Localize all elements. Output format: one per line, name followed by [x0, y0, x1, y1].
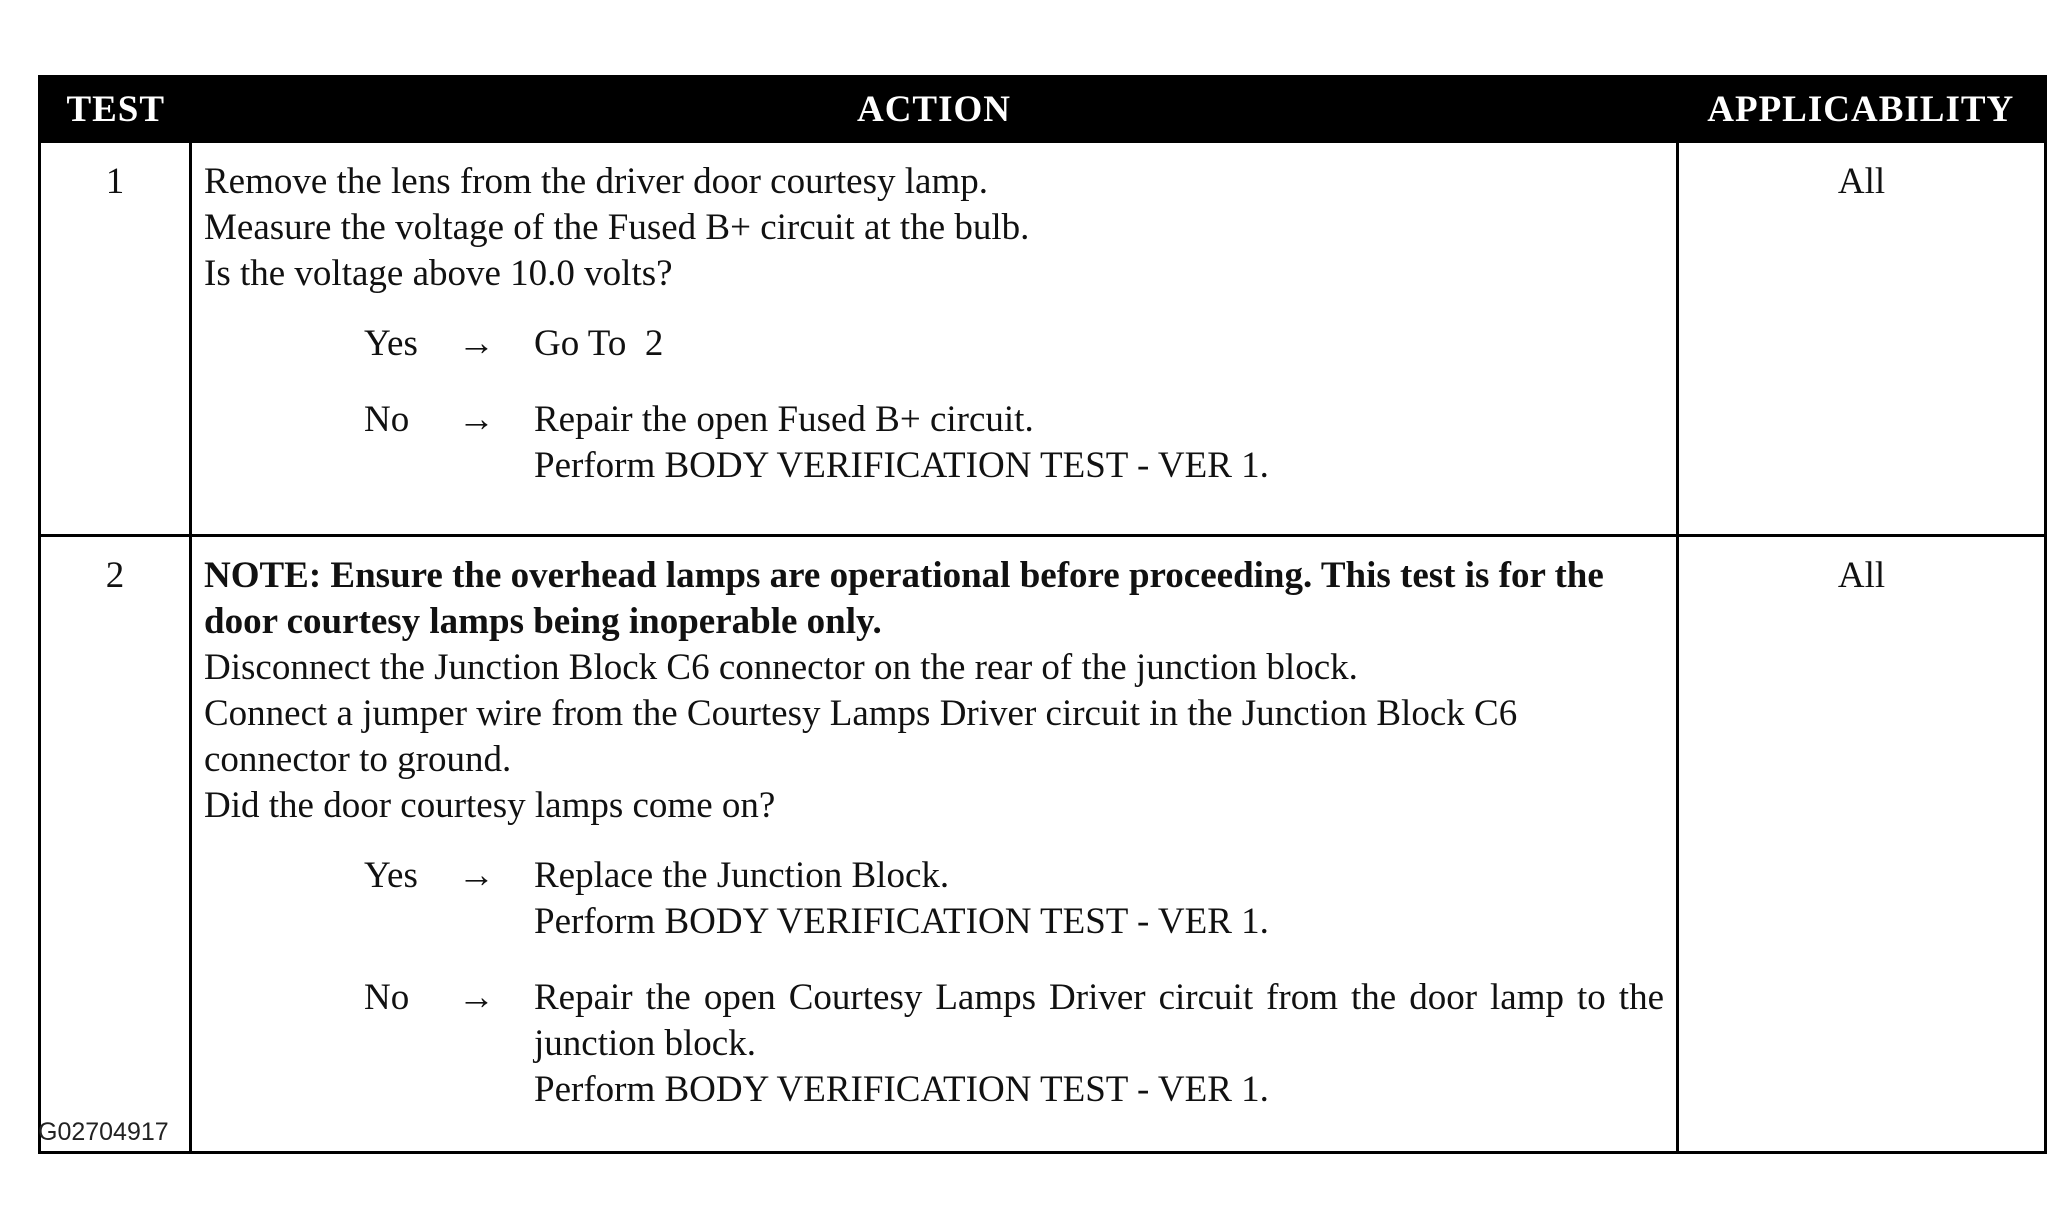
result-line: Repair the open Fused B+ circuit. [534, 399, 1034, 440]
action-cell [191, 142, 1678, 536]
outcome-result [534, 975, 1664, 1113]
arrow-icon: → [458, 399, 495, 440]
outcome-list [204, 853, 1664, 1113]
diagnostic-test-table [38, 75, 2047, 1154]
outcome-list [204, 321, 1664, 489]
answer-label: Yes [364, 323, 418, 364]
result-line: Perform BODY VERIFICATION TEST - VER 1. [534, 901, 1269, 942]
outcome-no [204, 975, 1664, 1113]
applicability-value: All [1678, 142, 2046, 536]
outcome-result [534, 853, 1664, 945]
answer-label: No [364, 399, 410, 440]
note-text: NOTE: Ensure the overhead lamps are operational before proceeding. This test is for the door courtesy lamps being inoperable only. [204, 555, 1604, 642]
answer-label: Yes [364, 855, 418, 896]
result-line: Go To 2 [534, 323, 664, 364]
step-text: Connect a jumper wire from the Courtesy Lamps Driver circuit in the Junction Block C6 connector to ground. [204, 693, 1518, 780]
step-text: Disconnect the Junction Block C6 connector on the rear of the junction block. [204, 647, 1358, 688]
table-row [40, 142, 2046, 536]
answer-label: No [364, 977, 410, 1018]
header-action: ACTION [191, 77, 1678, 142]
arrow-icon: → [458, 977, 495, 1018]
table-header [40, 77, 2046, 142]
table-row [40, 536, 2046, 1153]
arrow-icon: → [458, 855, 495, 896]
step-question: Is the voltage above 10.0 volts? [204, 253, 673, 294]
step-text: Measure the voltage of the Fused B+ circuit at the bulb. [204, 207, 1030, 248]
header-applicability: APPLICABILITY [1678, 77, 2046, 142]
applicability-value: All [1678, 536, 2046, 1153]
header-test: TEST [40, 77, 191, 142]
test-number: 2 [40, 536, 191, 1153]
outcome-yes [204, 321, 1664, 367]
step-text: Remove the lens from the driver door courtesy lamp. [204, 161, 988, 202]
outcome-no [204, 397, 1664, 489]
arrow-icon: → [458, 323, 495, 364]
outcome-result [534, 321, 1664, 367]
result-line: Perform BODY VERIFICATION TEST - VER 1. [534, 1069, 1269, 1110]
outcome-result [534, 397, 1664, 489]
result-line: Replace the Junction Block. [534, 855, 950, 896]
test-number: 1 [40, 142, 191, 536]
action-cell [191, 536, 1678, 1153]
result-line: Perform BODY VERIFICATION TEST - VER 1. [534, 445, 1269, 486]
step-question: Did the door courtesy lamps come on? [204, 785, 776, 826]
figure-id: G02704917 [38, 1118, 169, 1146]
outcome-yes [204, 853, 1664, 945]
result-line: Repair the open Courtesy Lamps Driver circuit from the door lamp to the junction block. [534, 977, 1664, 1064]
